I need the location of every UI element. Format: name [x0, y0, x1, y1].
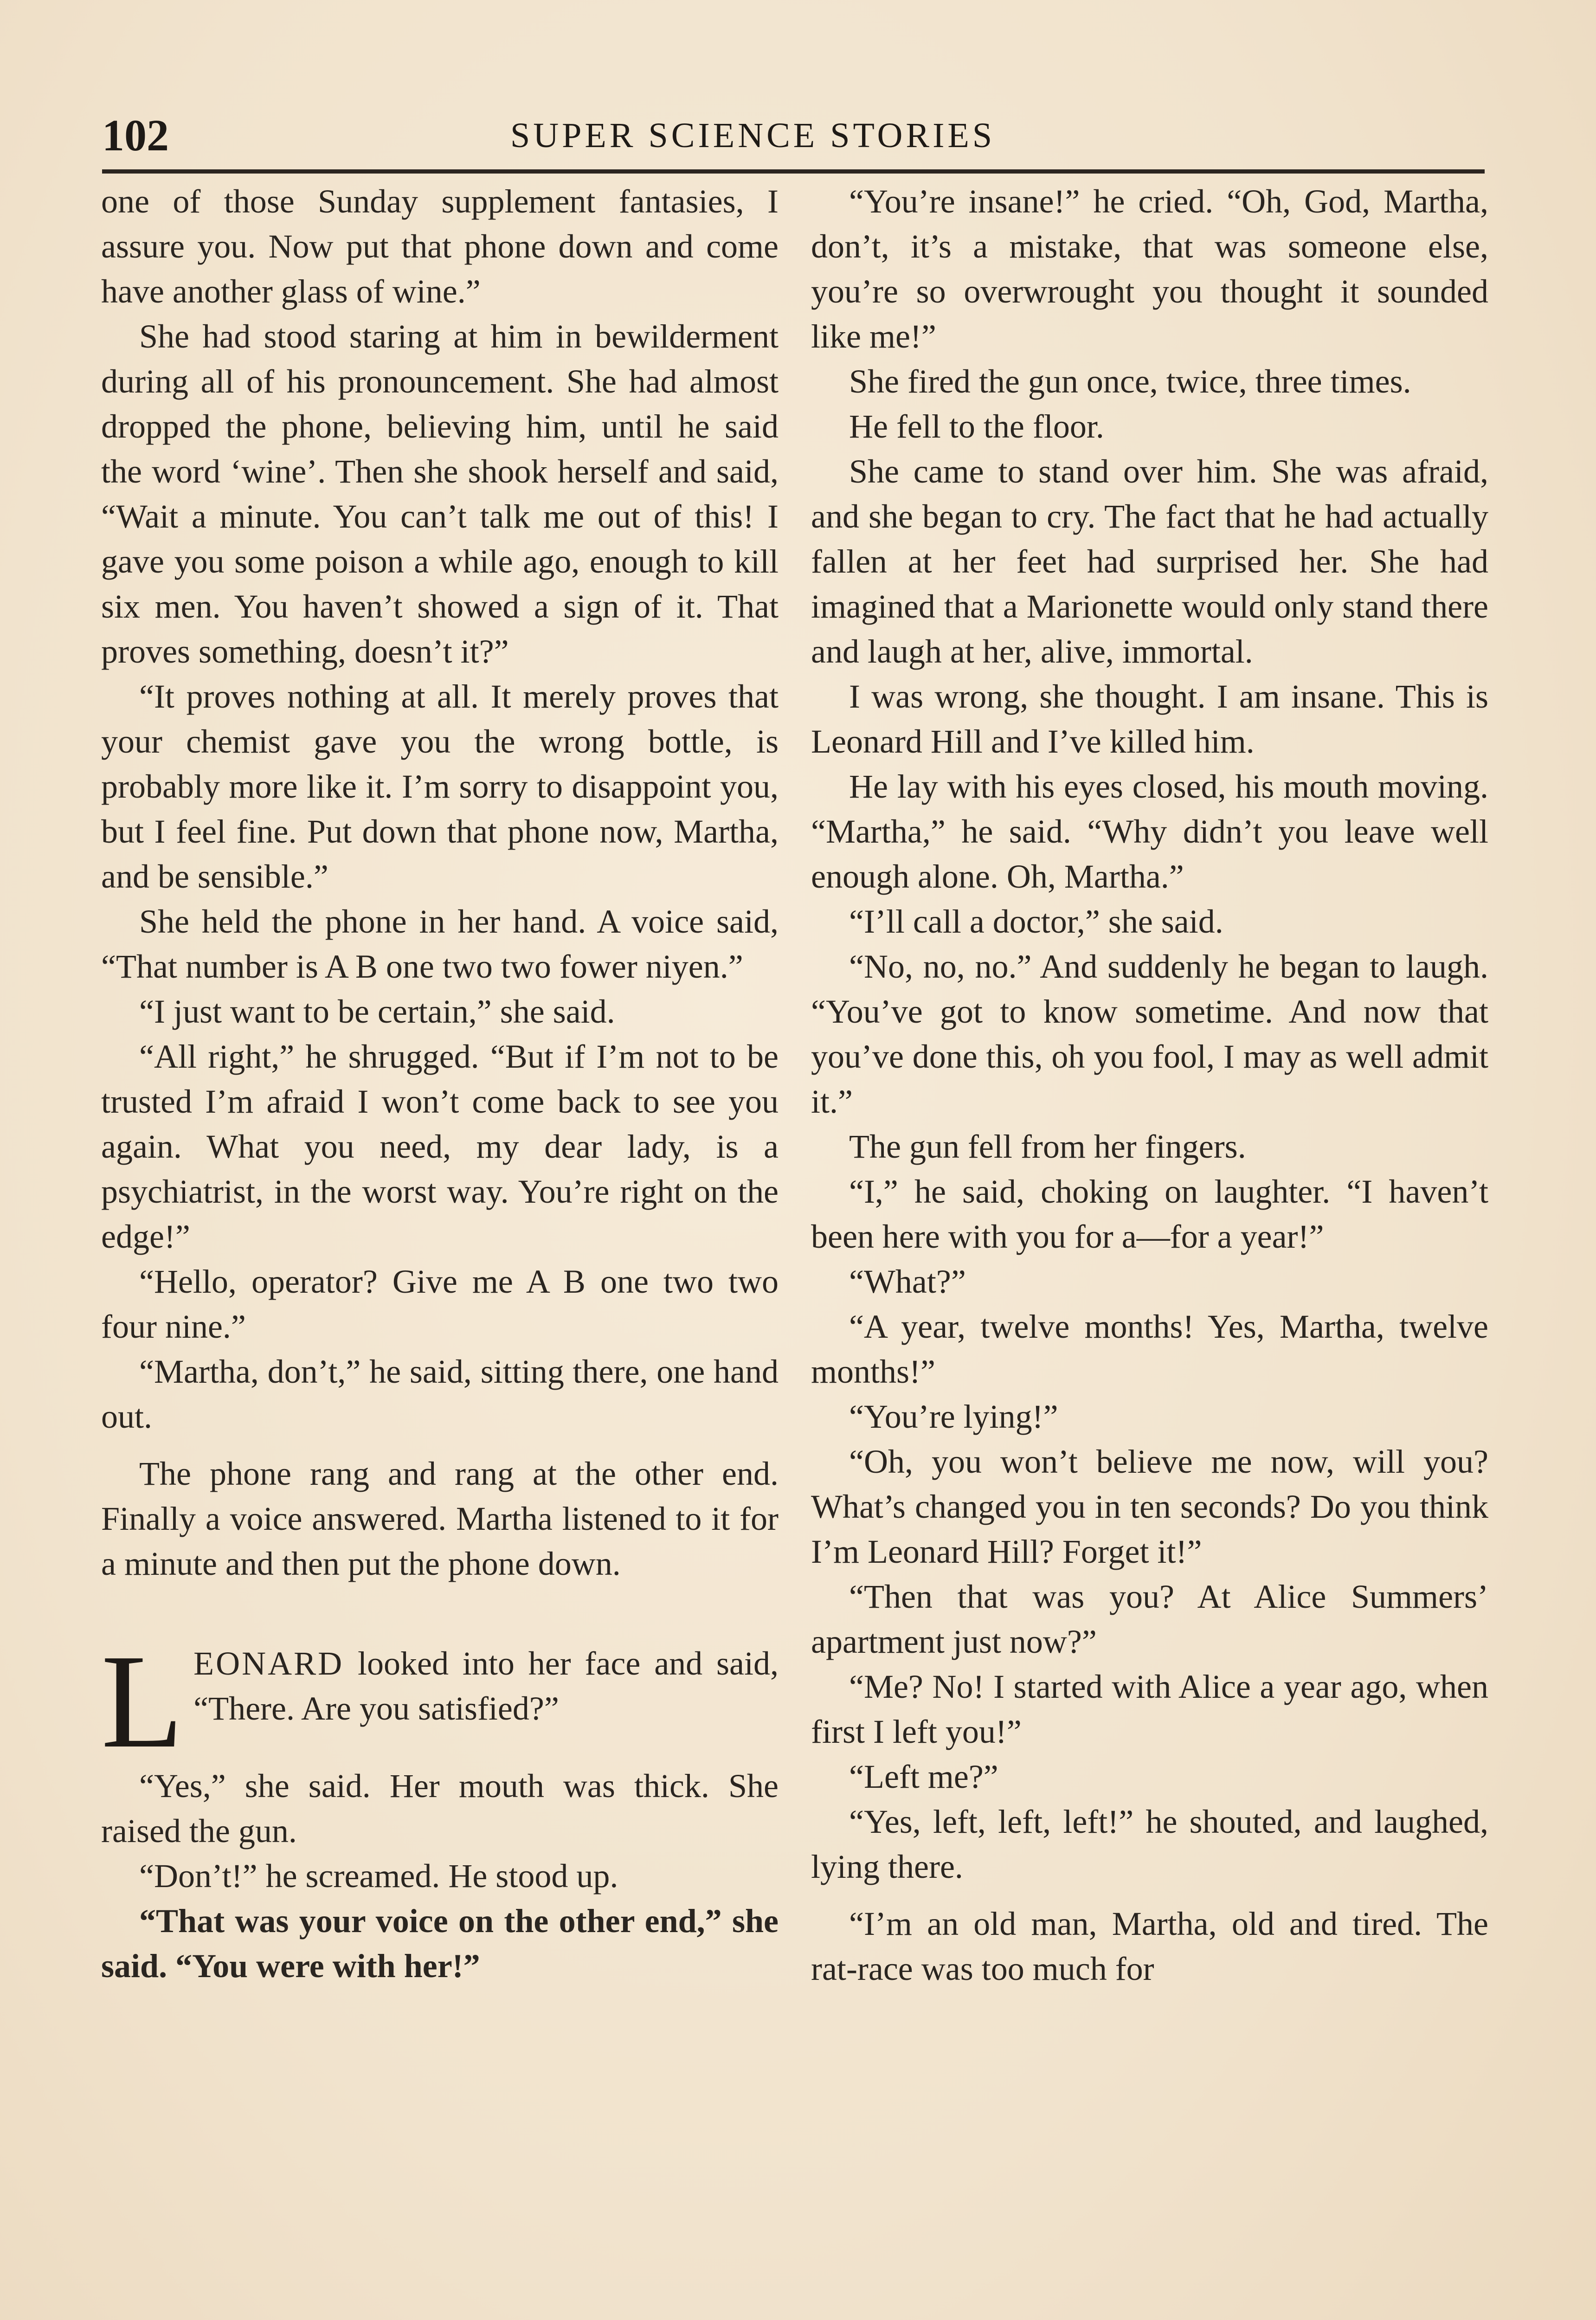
paragraph: “All right,” he shrugged. “But if I’m not to be trusted I’m afraid I won’t come back to see you again. What you need, my dear lady, is a psychiatrist, in the worst way. You’re right on the edge!”: [101, 1038, 779, 1255]
opening-small-caps: EONARD: [193, 1645, 344, 1682]
paragraph: one of those Sunday supplement fantasies, I assure you. Now put that phone down and come have another glass of wine.”: [101, 183, 779, 310]
right-column: [811, 179, 1488, 1991]
paragraph: “I’m an old man, Martha, old and tired. The rat-race was too much for: [811, 1905, 1488, 1987]
paragraph: “What?”: [849, 1263, 966, 1300]
drop-cap: L: [101, 1627, 184, 1776]
paragraph: “Martha, don’t,” he said, sitting there, one hand out.: [101, 1353, 779, 1435]
paragraph: “I,” he said, choking on laughter. “I haven’t been here with you for a—for a year!”: [811, 1173, 1488, 1255]
paragraph: She fired the gun once, twice, three times.: [849, 363, 1411, 400]
paragraph: He lay with his eyes closed, his mouth moving. “Martha,” he said. “Why didn’t you leave well enough alone. Oh, Martha.”: [811, 768, 1488, 895]
paragraph: “Yes,” she said. Her mouth was thick. She raised the gun.: [101, 1767, 779, 1850]
paragraph: I was wrong, she thought. I am insane. This is Leonard Hill and I’ve killed him.: [811, 678, 1488, 760]
paragraph: “I’ll call a doctor,” she said.: [849, 903, 1223, 940]
paragraph: “Yes, left, left, left!” he shouted, and laughed, lying there.: [811, 1803, 1488, 1885]
paragraph: “It proves nothing at all. It merely proves that your chemist gave you the wrong bottle, is probably more like it. I’m sorry to disappoint you, but I feel fine. Put down that phone now, Martha, and be sensible.”: [101, 678, 779, 895]
paragraph: The gun fell from her fingers.: [849, 1128, 1246, 1165]
paragraph: She held the phone in her hand. A voice said, “That number is A B one two two fower niyen.”: [101, 903, 779, 985]
paragraph: “Don’t!” he screamed. He stood up.: [139, 1857, 618, 1895]
paragraph: “A year, twelve months! Yes, Martha, twelve months!”: [811, 1308, 1488, 1390]
page-header: [102, 108, 1485, 163]
paragraph: “You’re insane!” he cried. “Oh, God, Martha, don’t, it’s a mistake, that was someone else, you’re so overwrought you thought it sounded like me!”: [811, 183, 1488, 355]
paragraph: “You’re lying!”: [849, 1398, 1058, 1435]
paragraph: “I just want to be certain,” she said.: [139, 993, 615, 1030]
left-column: [101, 179, 779, 1989]
paragraph: The phone rang and rang at the other end. Finally a voice answered. Martha listened to it for a minute and then put the phone down.: [101, 1455, 779, 1582]
paragraph: “No, no, no.” And suddenly he began to laugh. “You’ve got to know sometime. And now that you’ve done this, oh you fool, I may as well admit it.”: [811, 948, 1488, 1120]
paragraph: “Then that was you? At Alice Summers’ apartment just now?”: [811, 1578, 1488, 1660]
paragraph: “Oh, you won’t believe me now, will you? What’s changed you in ten seconds? Do you think I’m Leonard Hill? Forget it!”: [811, 1443, 1488, 1570]
paragraph: “That was your voice on the other end,” she said. “You were with her!”: [101, 1902, 779, 1985]
section-opening: [101, 1627, 779, 1776]
running-head-title: SUPER SCIENCE STORIES: [510, 116, 996, 155]
section-opening-paragraph: [101, 1641, 779, 1731]
page-number: 102: [102, 110, 169, 160]
opening-text: looked into her face and said, “There. Are you satisfied?”: [193, 1645, 779, 1727]
paragraph: “Me? No! I started with Alice a year ago, when first I left you!”: [811, 1668, 1488, 1750]
paragraph: She had stood staring at him in bewilderment during all of his pronouncement. She had almost dropped the phone, believing him, until he said the word ‘wine’. Then she shook herself and said, “Wait a minute. You can’t talk me out of this! I gave you some poison a while ago, enough to kill six men. You haven’t showed a sign of it. That proves something, doesn’t it?”: [101, 318, 779, 670]
paragraph: He fell to the floor.: [849, 408, 1104, 445]
paragraph: “Left me?”: [849, 1758, 998, 1795]
paragraph: “Hello, operator? Give me A B one two two four nine.”: [101, 1263, 779, 1345]
paragraph: She came to stand over him. She was afraid, and she began to cry. The fact that he had actually fallen at her feet had surprised her. She had imagined that a Marionette would only stand there and laugh at her, alive, immortal.: [811, 453, 1488, 670]
header-rule: [102, 169, 1485, 174]
